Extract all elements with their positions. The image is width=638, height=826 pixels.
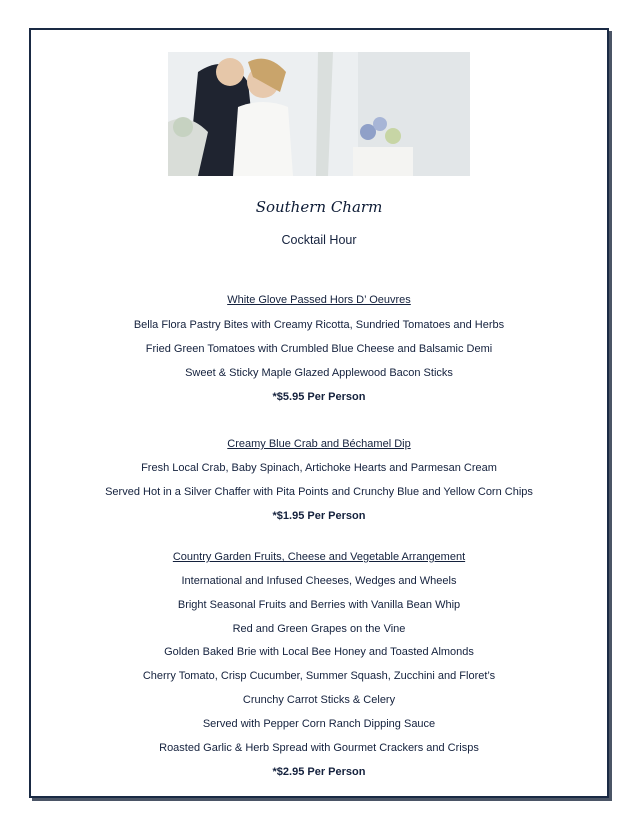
menu-page-frame	[29, 28, 609, 798]
section-heading: Creamy Blue Crab and Béchamel Dip	[227, 438, 411, 450]
menu-item: Served with Pepper Corn Ranch Dipping Sauce	[202, 718, 436, 730]
menu-title: Southern Charm	[255, 198, 383, 216]
section-price: *$5.95 Per Person	[272, 391, 366, 403]
menu-item: Crunchy Carrot Sticks & Celery	[242, 694, 396, 706]
menu-item: Golden Baked Brie with Local Bee Honey and Toasted Almonds	[164, 646, 474, 658]
menu-item: Fried Green Tomatoes with Crumbled Blue Cheese and Balsamic Demi	[145, 343, 493, 355]
menu-item: International and Infused Cheeses, Wedges and Wheels	[181, 575, 457, 587]
menu-item: Served Hot in a Silver Chaffer with Pita Points and Crunchy Blue and Yellow Corn Chips	[105, 486, 533, 498]
menu-item: Red and Green Grapes on the Vine	[232, 623, 406, 635]
wedding-couple-photo	[168, 52, 470, 176]
menu-item: Roasted Garlic & Herb Spread with Gourmet Crackers and Crisps	[159, 742, 479, 754]
menu-item: Fresh Local Crab, Baby Spinach, Artichoke Hearts and Parmesan Cream	[141, 462, 497, 474]
section-price: *$2.95 Per Person	[272, 766, 366, 778]
section-heading: White Glove Passed Hors D’ Oeuvres	[227, 294, 411, 306]
menu-item: Sweet & Sticky Maple Glazed Applewood Bacon Sticks	[185, 367, 453, 379]
menu-subtitle: Cocktail Hour	[281, 233, 357, 247]
section-price: *$1.95 Per Person	[272, 510, 366, 522]
menu-item: Cherry Tomato, Crisp Cucumber, Summer Squash, Zucchini and Floret’s	[142, 670, 496, 682]
menu-item: Bright Seasonal Fruits and Berries with Vanilla Bean Whip	[177, 599, 461, 611]
section-heading: Country Garden Fruits, Cheese and Vegetable Arrangement	[172, 551, 466, 563]
menu-item: Bella Flora Pastry Bites with Creamy Ricotta, Sundried Tomatoes and Herbs	[133, 319, 505, 331]
